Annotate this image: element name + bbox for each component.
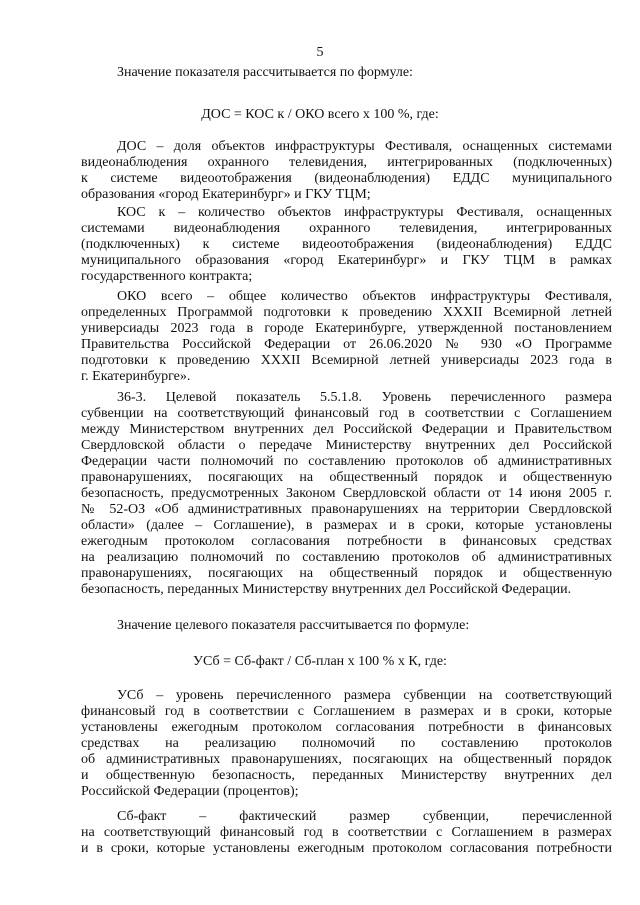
page-number: 5 [316,45,324,60]
oko-definition: ОКО всего – общее количество объектов инфраструктуры Фестиваля, определенных Программой подготовки к проведению XXXII Всемирной летней универсиады 2023 года в городе Екатеринбурге, утвержденной постановлением Правительства Российской Федерации от 26.06.2020 № 930 «О Программе подготовки к проведению XXXII Всемирной летней универсиады 2023 года в г. Екатеринбурге». [81,289,612,384]
dos-definition: ДОС – доля объектов инфраструктуры Фестиваля, оснащенных системами видеонаблюдения охранного телевидения, интегрированных (подключенных) к системе видеоотображения (видеонаблюдения) ЕДДС муниципального образования «город Екатеринбург» и ГКУ ТЦМ; [81,139,612,202]
sbfact-definition: Сб-факт – фактический размер субвенции, перечисленной на соответствующий финансовый год в соответствии с Соглашением в размерах и в сроки, которые установлены ежегодным протоколом согласования потребности [81,809,612,856]
intro-paragraph-1: Значение показателя рассчитывается по формуле: [117,65,413,80]
formula-dos: ДОС = КОС к / ОКО всего х 100 %, где: [201,107,439,122]
usb-definition: УСб – уровень перечисленного размера субвенции на соответствующий финансовый год в соответствии с Соглашением в размерах и в сроки, которые установлены ежегодным протоколом согласования потребности в финансовых средствах на реализацию полномочий по составлению протоколов об административных правонарушениях, посягающих на общественный порядок и общественную безопасность, переданных Министерству внутренних дел Российской Федерации (процентов); [81,688,612,799]
item-36-3: 36-3. Целевой показатель 5.5.1.8. Уровень перечисленного размера субвенции на соответствующий финансовый год в соответствии с Соглашением между Министерством внутренних дел Российской Федерации и Правительством Свердловской области о передаче Министерству внутренних дел Российской Федерации части полномочий по составлению протоколов об административных правонарушениях, посягающих на общественный порядок и общественную безопасность, предусмотренных Законом Свердловской области от 14 июня 2005 г. № 52-ОЗ «Об административных правонарушениях на территории Свердловской области» (далее – Соглашение), в размерах и в сроки, которые установлены ежегодным протоколом согласования потребности в финансовых средствах на реализацию полномочий по составлению протоколов об административных правонарушениях, посягающих на общественный порядок и общественную безопасность, переданных Министерству внутренних дел Российской Федерации. [81,390,612,597]
intro-paragraph-2: Значение целевого показателя рассчитывается по формуле: [117,618,470,633]
formula-usb: УСб = Сб-факт / Сб-план х 100 % х К, где: [193,654,447,669]
kos-definition: КОС к – количество объектов инфраструктуры Фестиваля, оснащенных системами видеонаблюдения охранного телевидения, интегрированных (подключенных) к системе видеоотображения (видеонаблюдения) ЕДДС муниципального образования «город Екатеринбург» и ГКУ ТЦМ в рамках государственного контракта; [81,205,612,284]
